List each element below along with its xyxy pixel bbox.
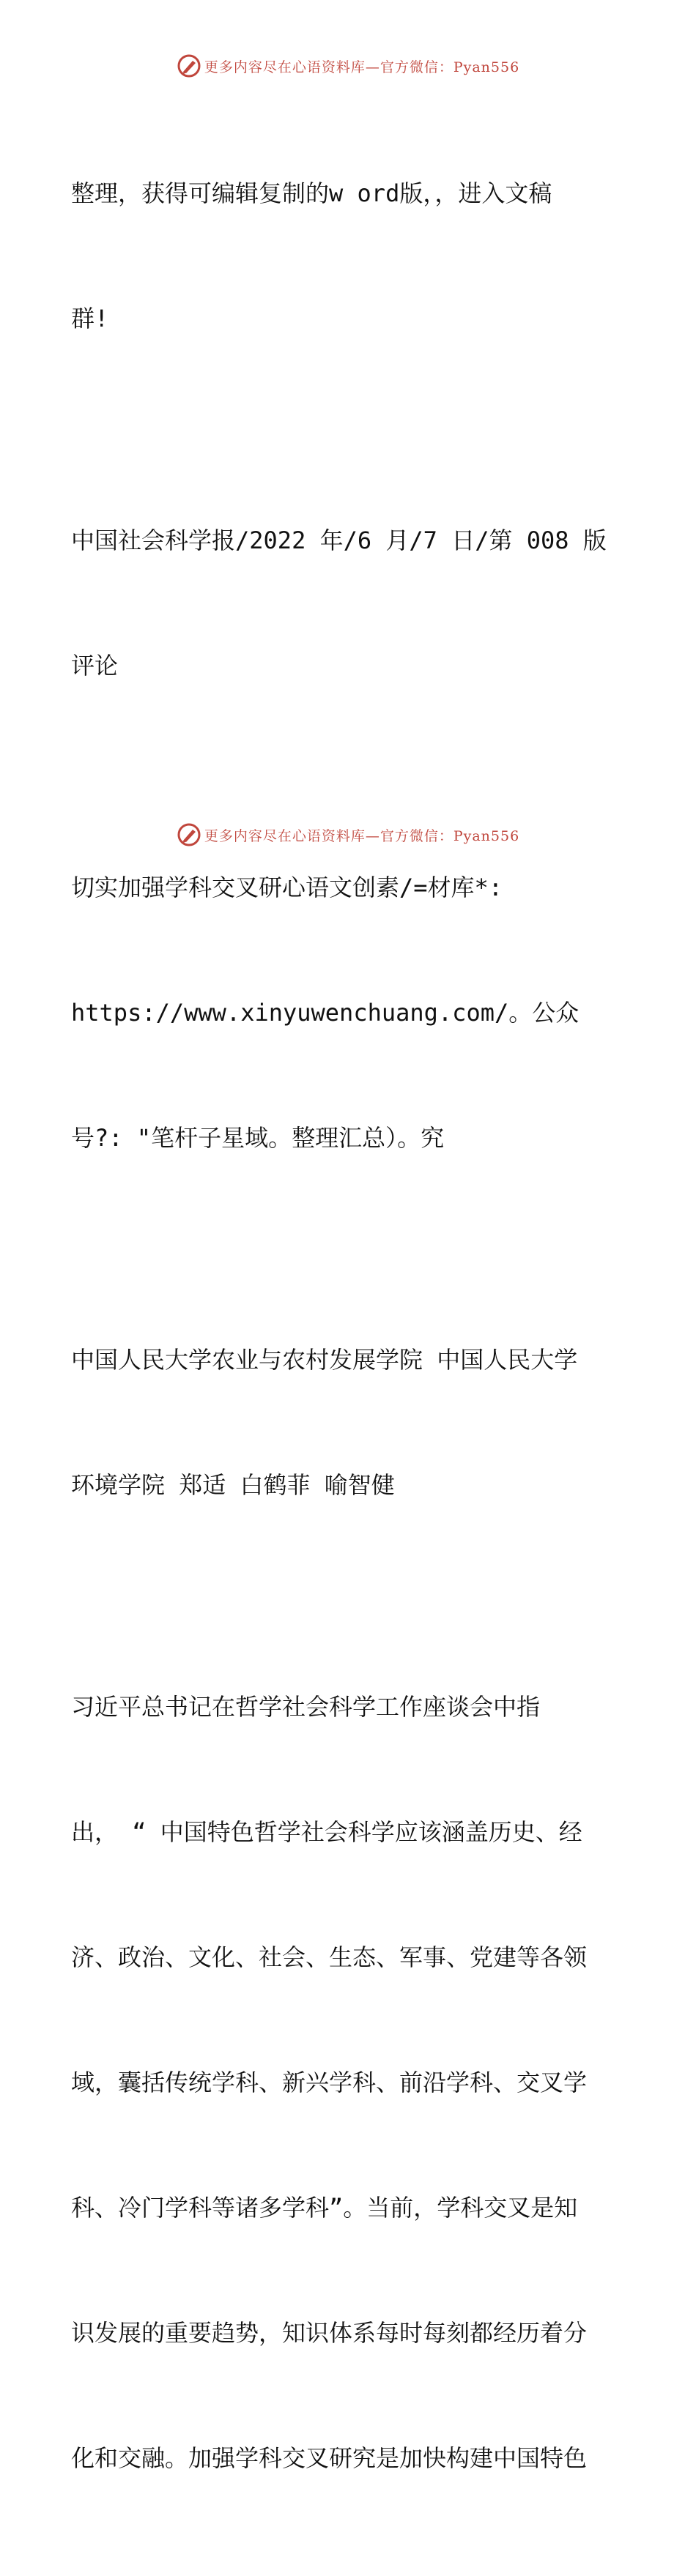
text-line: 习近平总书记在哲学社会科学工作座谈会中指 — [71, 1693, 541, 1721]
paragraph — [71, 89, 628, 423]
text-line: 科、冷门学科等诸多学科”。当前，学科交叉是知 — [71, 2194, 578, 2222]
text-line: 切实加强学科交叉研心语文创素/=材库*: — [71, 874, 503, 901]
footer-banner — [0, 820, 696, 849]
text-line: 济、政治、文化、社会、生态、军事、党建等各领 — [71, 1943, 588, 1971]
text-line: 域，囊括传统学科、新兴学科、前沿学科、交叉学 — [71, 2069, 588, 2096]
paragraph — [71, 1603, 628, 2563]
text-line: 号?: "笔杆子星域。整理汇总）。究 — [71, 1124, 445, 1152]
quill-logo-icon — [177, 822, 201, 847]
text-line: 评论 — [71, 652, 119, 680]
paragraph — [71, 1256, 628, 1590]
text-line: 识发展的重要趋势，知识体系每时每刻都经历着分 — [71, 2319, 588, 2347]
text-line: 出， “ 中国特色哲学社会科学应该涵盖历史、经 — [71, 1818, 582, 1846]
header-banner — [0, 51, 696, 81]
text-line: 化和交融。加强学科交叉研究是加快构建中国特色 — [71, 2444, 588, 2472]
text-line: 群! — [71, 305, 109, 332]
text-line: 中国人民大学农业与农村发展学院 中国人民大学 — [71, 1346, 578, 1374]
footer-text: 更多内容尽在心语资料库—官方微信：Pyan556 — [204, 827, 520, 844]
text-line: 中国社会科学报/2022 年/6 月/7 日/第 008 版 — [71, 526, 607, 554]
quill-logo-icon — [177, 53, 201, 78]
header-text: 更多内容尽在心语资料库—官方微信：Pyan556 — [204, 59, 520, 75]
paragraph — [71, 783, 628, 1243]
text-line: 整理，获得可编辑复制的w ord版，，进入文稿 — [71, 179, 552, 207]
paragraph — [71, 436, 628, 770]
document-body — [71, 89, 628, 2576]
text-line: 环境学院 郑适 白鹤菲 喻智健 — [71, 1471, 395, 1499]
text-line: https://www.xinyuwenchuang.com/。公众 — [71, 999, 580, 1027]
